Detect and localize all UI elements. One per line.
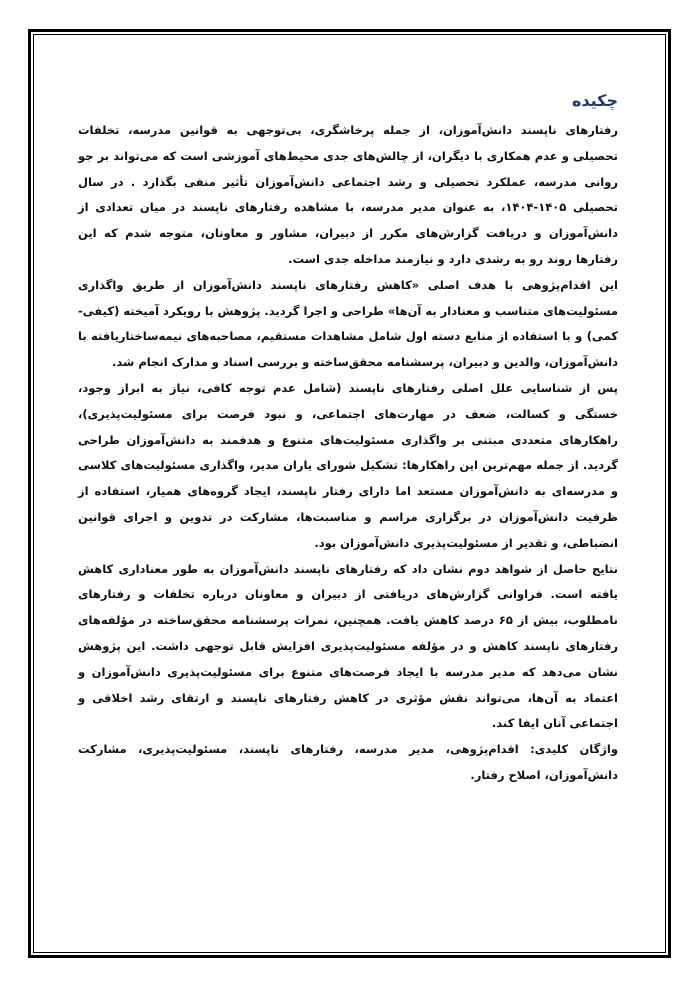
- keywords-label: واژگان کلیدی:: [530, 742, 618, 757]
- abstract-paragraph-2: این اقدام‌پژوهی با هدف اصلی «کاهش رفتارهای ناپسند دانش‌آموزان از طریق واگذاری مسئولیت‌های متناسب و معنادار به آن‌ها» طراحی و اجرا گردید. پژوهش با رویکرد آمیخته (کیفی-کمی) و با استفاده از منابع دسته اول شامل مشاهدات مستقیم، مصاحبه‌های نیمه‌ساختاریافته با دانش‌آموزان، والدین و دبیران، پرسشنامه محقق‌ساخته و بررسی اسناد و مدارک انجام شد.: [78, 277, 618, 370]
- abstract-paragraph-1: رفتارهای ناپسند دانش‌آموزان، از جمله پرخاشگری، بی‌توجهی به قوانین مدرسه، تخلفات تحصیلی و عدم همکاری با دیگران، از چالش‌های جدی محیط‌های آموزشی است که می‌تواند بر جو روانی مدرسه، عملکرد تحصیلی و رشد اجتماعی دانش‌آموزان تأثیر منفی بگذارد . در سال تحصیلی ۱۴۰۵-۱۴۰۴، به عنوان مدیر مدرسه، با مشاهده رفتارهای ناپسند در میان تعدادی از دانش‌آموزان و دریافت گزارش‌های مکرر از دبیران، مشاور و معاونان، متوجه شدم که این رفتارها روند رو به رشدی دارد و نیازمند مداخله جدی است.: [78, 123, 618, 266]
- abstract-section: [78, 90, 618, 789]
- keywords-text: اقدام‌پژوهی، مدیر مدرسه، رفتارهای ناپسند، مسئولیت‌پذیری، مشارکت دانش‌آموزان، اصلاح رفتار.: [78, 742, 618, 782]
- abstract-title: چکیده: [571, 91, 618, 110]
- abstract-paragraph-4: نتایج حاصل از شواهد دوم نشان داد که رفتارهای ناپسند دانش‌آموزان به طور معناداری کاهش یافته است. فراوانی گزارش‌های دریافتی از دبیران و معاونان درباره تخلفات و رفتارهای نامطلوب، بیش از ۶۵ درصد کاهش یافت. همچنین، نمرات پرسشنامه محقق‌ساخته در مؤلفه‌های رفتارهای ناپسند کاهش و در مؤلفه مسئولیت‌پذیری افزایش قابل توجهی داشت. این پژوهش نشان می‌دهد که مدیر مدرسه با ایجاد فرصت‌های متنوع برای مسئولیت‌پذیری دانش‌آموزان و اعتماد به آن‌ها، می‌تواند نقش مؤثری در کاهش رفتارهای ناپسند و ارتقای رشد اخلاقی و اجتماعی آنان ایفا کند.: [78, 561, 618, 731]
- abstract-paragraph-3: پس از شناسایی علل اصلی رفتارهای ناپسند (شامل عدم توجه کافی، نیاز به ابراز وجود، خستگی و کسالت، ضعف در مهارت‌های اجتماعی، و نبود فرصت برای مسئولیت‌پذیری)، راهکارهای متعددی مبتنی بر واگذاری مسئولیت‌های متنوع و هدفمند به دانش‌آموزان طراحی گردید. از جمله مهم‌ترین این راهکارها: تشکیل شورای یاران مدیر، واگذاری مسئولیت‌های کلاسی و مدرسه‌ای به دانش‌آموزان مستعد اما دارای رفتار ناپسند، ایجاد گروه‌های همیار، استفاده از ظرفیت دانش‌آموزان در برگزاری مراسم و مناسبت‌ها، مشارکت در تدوین و اجرای قوانین انضباطی، و تقدیر از مسئولیت‌پذیری دانش‌آموزان بود.: [78, 380, 618, 550]
- keywords-paragraph: [78, 737, 618, 789]
